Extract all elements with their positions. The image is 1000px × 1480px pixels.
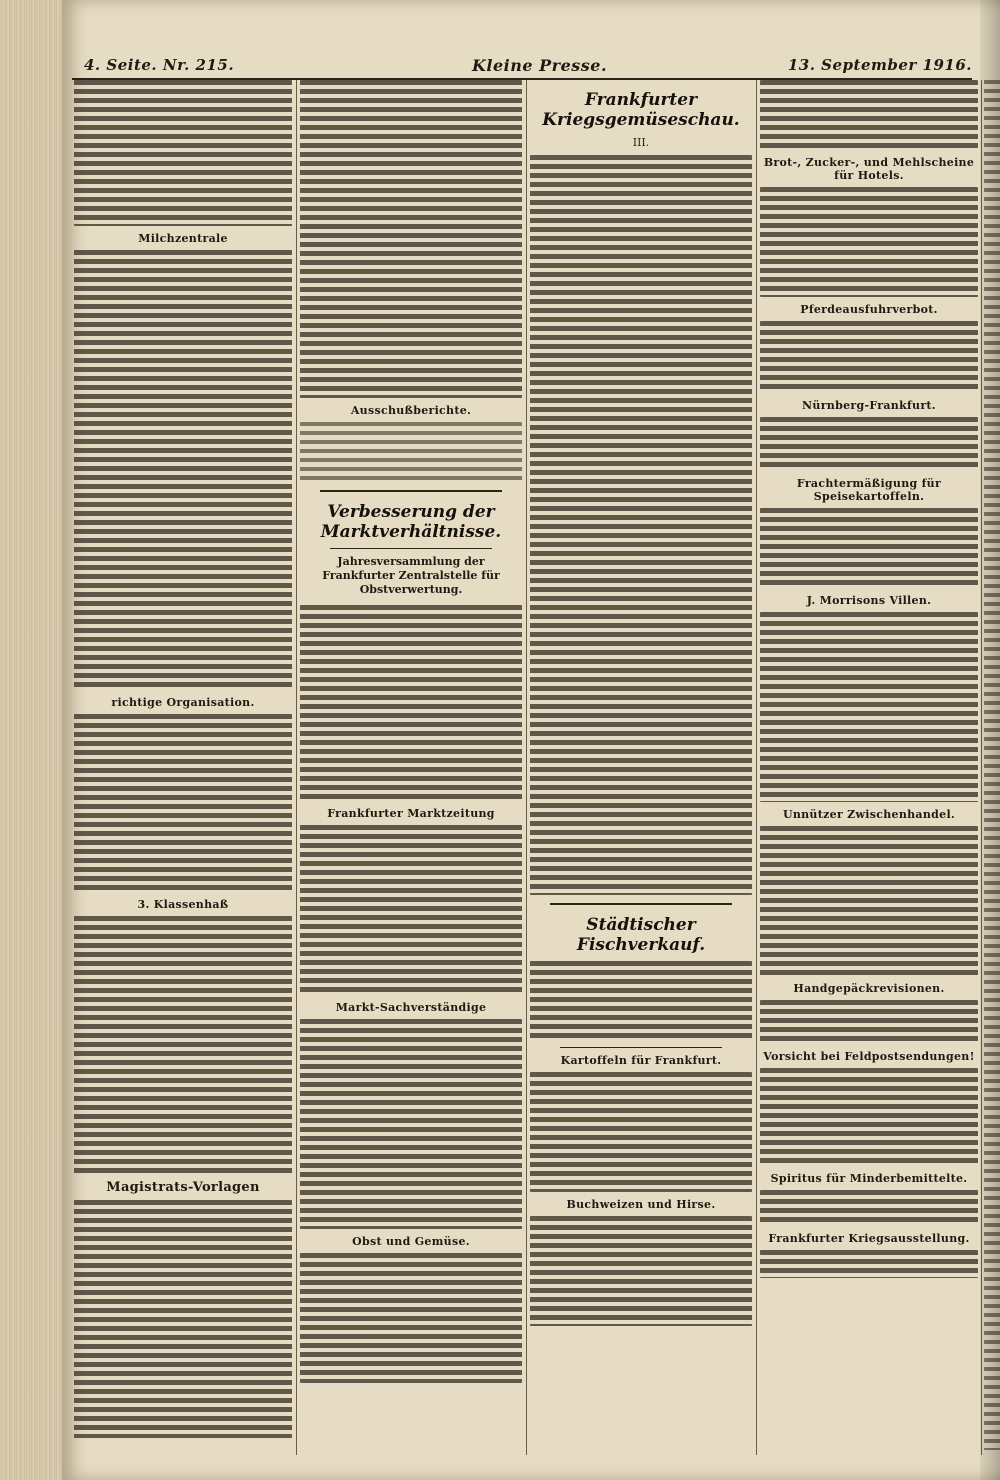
section-heading: Obst und Gemüse.: [352, 1235, 470, 1248]
section-heading: Handgepäckrevisionen.: [793, 982, 945, 995]
section-heading: richtige Organisation.: [111, 696, 255, 709]
section-heading: Milchzentrale: [138, 232, 228, 245]
body-text-lines: [760, 612, 978, 802]
column-rule: [756, 80, 757, 1455]
body-text-lines: [760, 1250, 978, 1278]
divider: [330, 548, 492, 549]
section-heading: Frankfurter Kriegsausstellung.: [768, 1232, 970, 1245]
page-fold-shadow: [980, 0, 1000, 1480]
body-text-lines: [760, 1068, 978, 1166]
body-text-lines: [300, 825, 522, 995]
section-heading: J. Morrisons Villen.: [806, 594, 932, 607]
body-text-lines: [530, 961, 752, 1041]
body-text-lines: [530, 155, 752, 895]
section-heading: Brot-, Zucker-, und Mehlscheine für Hotels.: [763, 156, 975, 182]
column-2: [300, 80, 522, 1383]
section-heading: Nürnberg-Frankfurt.: [802, 399, 936, 412]
body-text-lines: [74, 250, 292, 690]
column-rule: [526, 80, 527, 1455]
body-text-lines: [300, 422, 522, 482]
body-text-lines: [760, 187, 978, 297]
section-heading: Unnützer Zwischenhandel.: [782, 808, 956, 821]
column-4: [760, 80, 978, 1278]
body-text-lines: [530, 1072, 752, 1192]
section-heading: Buchweizen und Hirse.: [566, 1198, 716, 1211]
body-text-lines: [300, 80, 522, 398]
divider: [550, 903, 732, 905]
body-text-lines: [530, 1216, 752, 1326]
section-heading: Frachtermäßigung für Speisekartoffeln.: [796, 477, 942, 503]
newspaper-title: Kleine Presse.: [472, 56, 608, 75]
body-text-lines: [74, 1200, 292, 1438]
body-text-lines: [760, 321, 978, 393]
section-heading: Magistrats-Vorlagen: [106, 1180, 260, 1195]
body-text-lines: [74, 714, 292, 892]
body-text-lines: [300, 1253, 522, 1383]
section-heading: Markt-Sachverständige: [335, 1001, 487, 1014]
column-rule: [296, 80, 297, 1455]
divider: [560, 1047, 722, 1048]
section-heading: Ausschußberichte.: [350, 404, 472, 417]
section-heading: Pferdeausfuhrverbot.: [800, 303, 938, 316]
body-text-lines: [300, 1019, 522, 1229]
body-text-lines: [760, 508, 978, 588]
body-text-lines: [74, 80, 292, 226]
section-heading: Kartoffeln für Frankfurt.: [560, 1054, 722, 1067]
section-heading: Spiritus für Minderbemittelte.: [770, 1172, 968, 1185]
article-headline: Verbesserung der Marktverhältnisse.: [320, 502, 502, 542]
part-number: III.: [632, 136, 650, 149]
newspaper-page: [62, 0, 1000, 1480]
article-subheadline: Jahresversammlung der Frankfurter Zentralstelle für Obstverwertung.: [322, 555, 500, 596]
column-1: [74, 80, 292, 1438]
body-text-lines: [760, 826, 978, 976]
page-number: 4. Seite. Nr. 215.: [84, 56, 235, 74]
body-text-lines: [760, 1190, 978, 1226]
section-heading: Frankfurter Marktzeitung: [327, 807, 495, 820]
section-heading: Vorsicht bei Feldpostsendungen!: [763, 1050, 975, 1063]
article-headline: Frankfurter Kriegsgemüseschau.: [542, 90, 740, 130]
page-header: [72, 50, 972, 80]
body-text-lines: [74, 916, 292, 1174]
book-page-edges: [0, 0, 62, 1480]
article-headline: Städtischer Fischverkauf.: [576, 915, 706, 955]
column-3: [530, 80, 752, 1326]
body-text-lines: [760, 1000, 978, 1044]
body-text-lines: [760, 80, 978, 150]
section-heading: 3. Klassenhaß: [137, 898, 229, 911]
divider: [320, 490, 502, 492]
issue-date: 13. September 1916.: [787, 56, 972, 74]
body-text-lines: [760, 417, 978, 471]
body-text-lines: [300, 605, 522, 801]
